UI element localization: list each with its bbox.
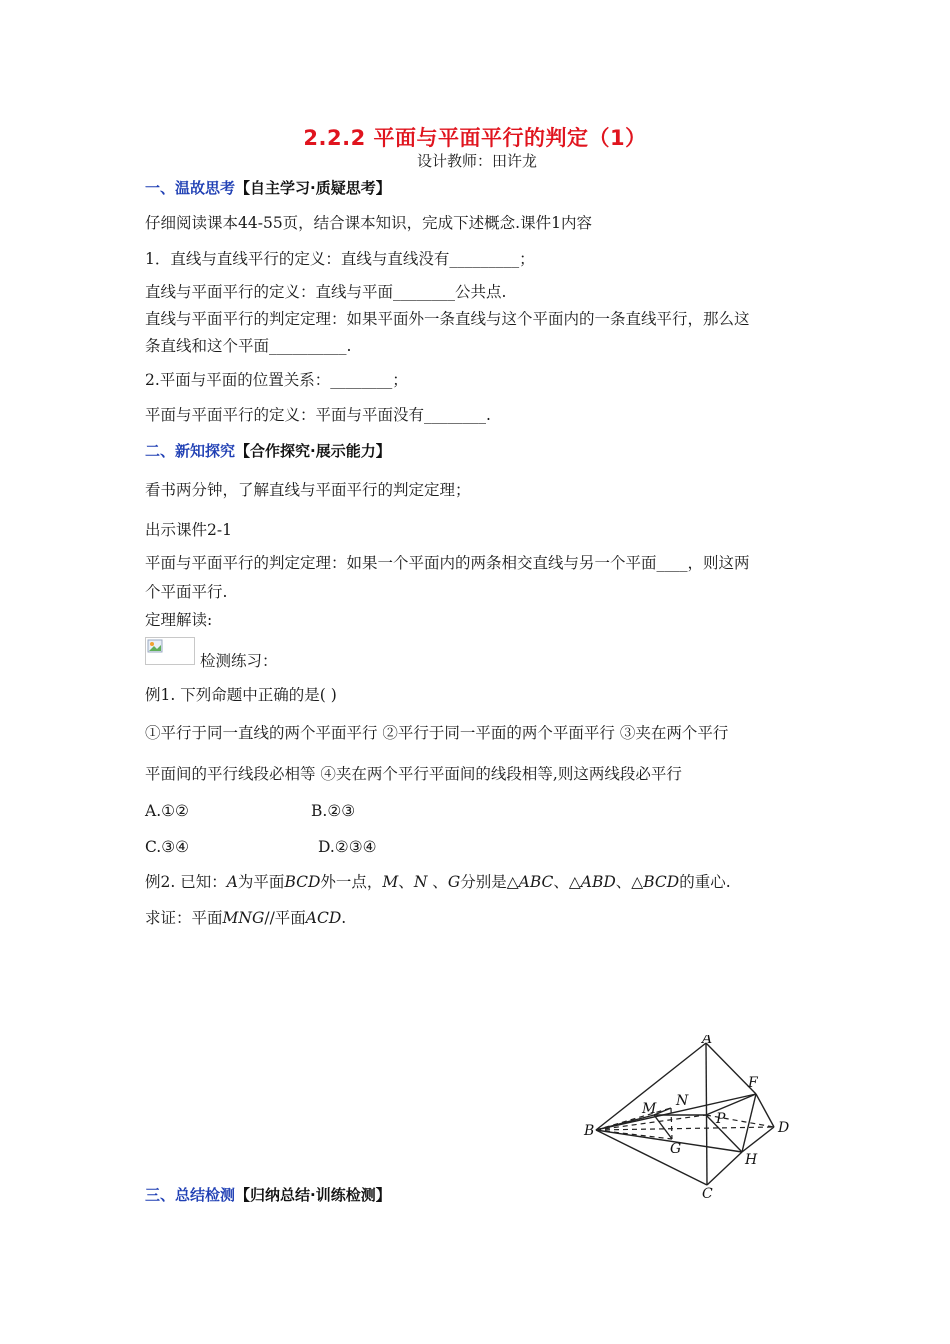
label-a: A bbox=[702, 1035, 713, 1047]
question-2: 2.平面与平面的位置关系：________； bbox=[145, 371, 408, 389]
section1-intro: 仔细阅读课本44-55页，结合课本知识，完成下述概念.课件1内容 bbox=[145, 214, 592, 232]
choice-d: D.②③④ bbox=[318, 838, 377, 856]
proof-statement: 求证：平面MNG//平面ACD. bbox=[145, 909, 347, 927]
label-f: F bbox=[748, 1075, 758, 1091]
tetrahedron-diagram bbox=[578, 1035, 800, 1200]
theorem-reading: 定理解读: bbox=[145, 611, 213, 629]
label-d: D bbox=[778, 1120, 790, 1136]
choice-b: B.②③ bbox=[311, 802, 356, 820]
tetrahedron-figure bbox=[578, 1035, 800, 1200]
label-c: C bbox=[702, 1186, 713, 1200]
label-h: H bbox=[745, 1152, 758, 1168]
broken-image-icon bbox=[145, 637, 195, 665]
label-b: B bbox=[584, 1123, 595, 1139]
label-m: M bbox=[642, 1101, 657, 1117]
example-1: 例1. 下列命题中正确的是( ) bbox=[145, 686, 337, 704]
section1-title: 一、温故思考 bbox=[145, 179, 236, 197]
label-n: N bbox=[676, 1093, 689, 1109]
example-2: 例2. 已知：A为平面BCD外一点，M、N 、G分别是△ABC、△ABD、△BCD的重心. bbox=[145, 873, 731, 891]
section3-heading bbox=[145, 1185, 810, 1205]
example-1-options-line1: ①平行于同一直线的两个平面平行 ②平行于同一平面的两个平面平行 ③夹在两个平行 bbox=[145, 724, 729, 742]
section2-p1: 看书两分钟，了解直线与平面平行的判定定理； bbox=[145, 481, 471, 499]
theorem-line1: 平面与平面平行的判定定理：如果一个平面内的两条相交直线与另一个平面____，则这两 bbox=[145, 554, 750, 572]
section3-title: 三、总结检测 bbox=[145, 1186, 236, 1204]
question-1: 1．直线与直线平行的定义：直线与直线没有_________； bbox=[145, 250, 535, 268]
section1-subtitle: 【自主学习·质疑思考】 bbox=[235, 179, 391, 197]
section2-p2: 出示课件2-1 bbox=[145, 521, 232, 539]
question-2b: 平面与平面平行的定义：平面与平面没有________. bbox=[145, 406, 491, 424]
theorem-line2: 个平面平行. bbox=[145, 583, 228, 601]
label-g: G bbox=[670, 1141, 682, 1157]
document-title: 2.2.2 平面与平面平行的判定（1） bbox=[303, 126, 647, 150]
section2-heading bbox=[145, 441, 810, 461]
label-p: P bbox=[716, 1111, 726, 1127]
question-1c-line1: 直线与平面平行的判定定理：如果平面外一条直线与这个平面内的一条直线平行，那么这 bbox=[145, 310, 750, 328]
example-1-options-line2: 平面间的平行线段必相等 ④夹在两个平行平面间的线段相等,则这两线段必平行 bbox=[145, 765, 682, 783]
section3-subtitle: 【归纳总结·训练检测】 bbox=[235, 1186, 391, 1204]
choice-a: A.①② bbox=[145, 802, 189, 820]
author-line: 设计教师：田许龙 bbox=[416, 152, 537, 170]
section2-title: 二、新知探究 bbox=[145, 442, 236, 460]
question-1b: 直线与平面平行的定义：直线与平面________公共点. bbox=[145, 283, 507, 301]
section1-heading bbox=[145, 178, 810, 198]
question-1c-line2: 条直线和这个平面__________. bbox=[145, 337, 352, 355]
choice-c: C.③④ bbox=[145, 838, 190, 856]
practice-label: 检测练习： bbox=[200, 652, 278, 670]
section2-subtitle: 【合作探究·展示能力】 bbox=[235, 442, 391, 460]
